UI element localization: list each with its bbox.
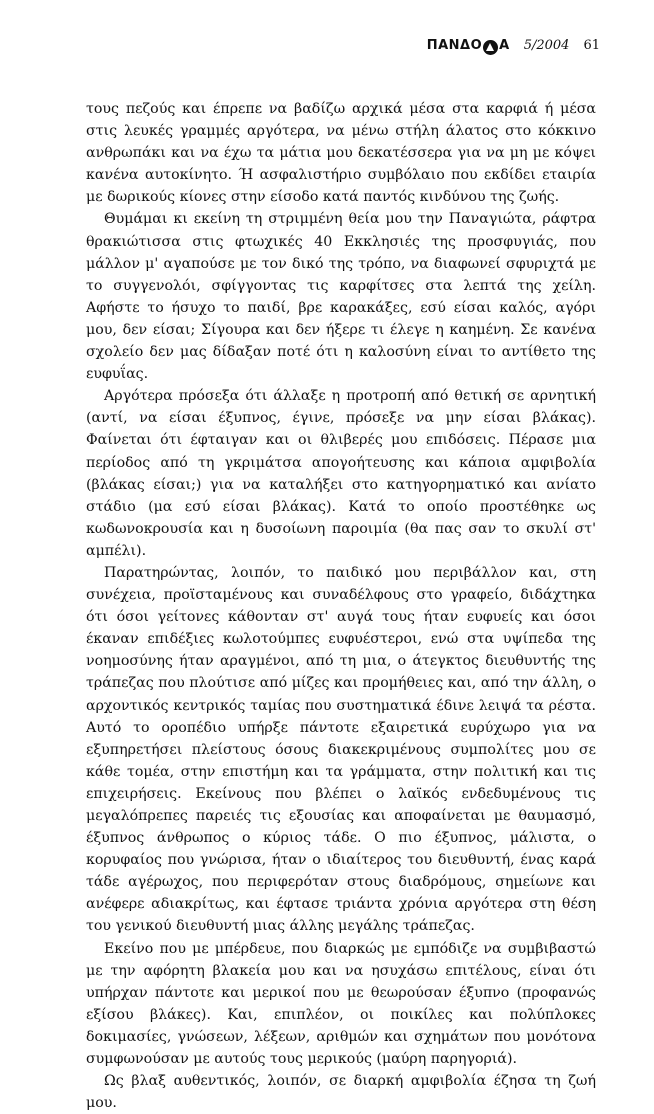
magazine-title <box>427 38 510 53</box>
pandora-box-logo-icon <box>483 40 498 55</box>
magazine-title-right: Α <box>499 38 510 53</box>
running-header <box>427 38 600 53</box>
magazine-title-left: ΠΑΝΔΟ <box>426 38 483 53</box>
paragraph: Παρατηρώντας, λοιπόν, το παιδικό μου περιβάλλον και, στη συνέχεια, προϊσταμένους και συναδέλφους στο γραφείο, διδάχτηκα ότι όσοι γείτονες κάθονταν στ' αυγά τους ήταν ευφυείς και όσοι έκαναν επιδέξιες κωλοτούμπες ευφυέστεροι, ενώ στα υψίπεδα της νοημοσύνης ήταν αραγμένοι, από τη μια, ο άτεγκτος διευθυντής της τράπεζας που πλούτισε από μίζες και προμήθειες και, από την άλλη, ο αρχοντικός κεντρικός ταμίας που συστηματικά έδινε λειψά τα ρέστα. Αυτό το οροπέδιο υπήρξε πάντοτε εξαιρετικά ευρύχωρο για να εξυπηρετήσει πλείστους όσους διακεκριμένους συμπολίτες μου σε κάθε τομέα, στην επιστήμη και τα γράμματα, στην πολιτική και τις επιχειρήσεις. Εκείνους που βλέπει ο λαϊκός ενδεδυμένους τις μεγαλόπρεπες παρειές τις εξουσίας και αποφαίνεται με θαυμασμό, έξυπνος άνθρωπος ο κύριος τάδε. Ο πιο έξυπνος, μάλιστα, ο κορυφαίος που γνώρισα, ήταν ο ιδιαίτερος του διευθυντή, ένας καρά τάδε αγέρωχος, που περιφερόταν στους διαδρόμους, σημείωνε και ανέφερε αδιακρίτως, και έφτασε τριάντα χρόνια αργότερα στη θέση του γενικού διευθυντή μιας άλλης μεγάλης τράπεζας. <box>86 564 596 935</box>
paragraph: Αργότερα πρόσεξα ότι άλλαξε η προτροπή από θετική σε αρνητική (αντί, να είσαι έξυπνος, έγινε, πρόσεξε να μην είσαι βλάκας). Φαίνεται ότι έφταιγαν και οι θλιβερές μου επιδόσεις. Πέρασε μια περίοδος από τη γκριμάτσα απογοήτευσης και κάποια αμφιβολία (βλάκας είσαι;) για να καταλήξει στο κατηγορηματικό και ανίατο στάδιο (μα εσύ είσαι βλάκας). Κατά το οποίο προστέθηκε ως κωδωνοκρουσία και η δυσοίωνη παροιμία (θα πας σαν το σκυλί στ' αμπέλι). <box>86 388 596 559</box>
issue-number: 5/2004 <box>523 38 570 53</box>
paragraph: Ως βλαξ αυθεντικός, λοιπόν, σε διαρκή αμφιβολία έζησα τη ζωή μου. <box>86 1073 596 1112</box>
paragraph: Εκείνο που με μπέρδευε, που διαρκώς με εμπόδιζε να συμβιβαστώ με την αφόρητη βλακεία μου και να ησυχάσω επιτέλους, είναι ότι υπήρχαν πάντοτε και μερικοί που με θεωρούσαν έξυπνο (προφανώς εξίσου βλάκες). Και, επιπλέον, οι ποικίλες και πολύπλοκες δοκιμασίες, γνώσεων, λέξεων, αριθμών και σχημάτων που μονότονα συμφωνούσαν με αυτούς τους μερικούς (μαύρη παρηγοριά). <box>86 940 596 1068</box>
article-body <box>86 98 596 1114</box>
page-number: 61 <box>583 38 600 53</box>
paragraph: Θυμάμαι κι εκείνη τη στριμμένη θεία μου την Παναγιώτα, ράφτρα θρακιώτισσα στις φτωχικές 40 Εκκλησιές της προσφυγιάς, που μάλλον μ' αγαπούσε με τον δικό της τρόπο, να διαφωνεί σφυριχτά με το συγγενολόι, σφίγγοντας τις καρφίτσες στα λεπτά της χείλη. Αφήστε το ήσυχο το παιδί, βρε καρακάξες, εσύ είσαι καλός, αγόρι μου, δεν είσαι; Σίγουρα και δεν ήξερε τι έλεγε η καημένη. Σε κανένα σχολείο δεν μας δίδαξαν ποτέ ότι η καλοσύνη είναι το αντίθετο της ευφυΐας. <box>86 211 596 383</box>
paragraph: τους πεζούς και έπρεπε να βαδίζω αρχικά μέσα στα καρφιά ή μέσα στις λευκές γραμμές αργότερα, να μένω στήλη άλατος στο κόκκινο ανθρωπάκι και να έχω τα μάτια μου δεκατέσσερα για να μη με κόψει κανένα αυτοκίνητο. Ή ασφαλιστήριο συμβόλαιο που εκδίδει εταιρία με δωρικούς κίονες στην είσοδο κατά παντός κινδύνου της ζωής. <box>86 101 596 206</box>
